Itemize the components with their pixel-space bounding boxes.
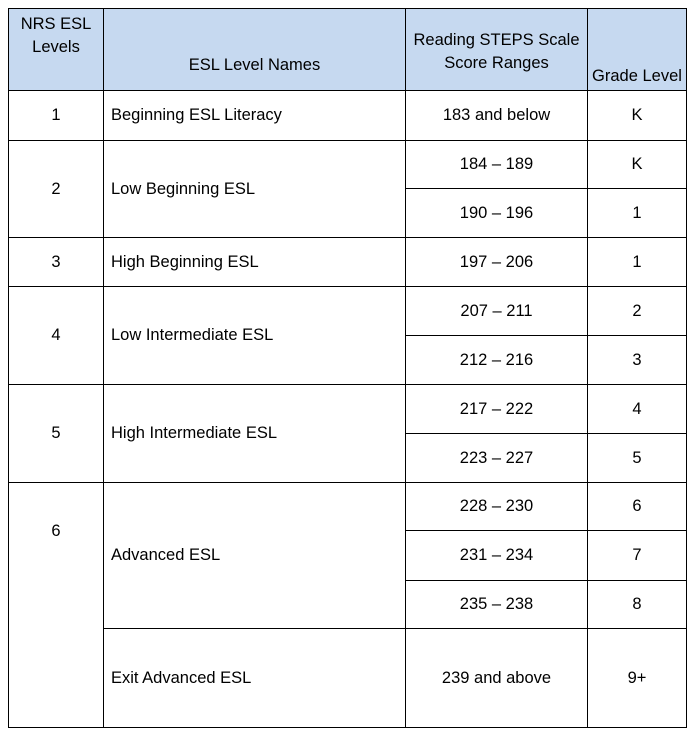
range-cell: 235 – 238	[406, 581, 588, 629]
range-cell: 207 – 211	[406, 287, 588, 336]
range-cell: 183 and below	[406, 91, 588, 141]
grade-cell: 6	[588, 483, 687, 531]
grade-cell: 2	[588, 287, 687, 336]
range-cell: 231 – 234	[406, 531, 588, 581]
header-ranges: Reading STEPS Scale Score Ranges	[406, 9, 588, 91]
table-row	[9, 483, 687, 531]
grade-cell: K	[588, 91, 687, 141]
name-cell: Advanced ESL	[104, 483, 406, 629]
table-row	[9, 141, 687, 189]
range-cell: 212 – 216	[406, 336, 588, 385]
table-row	[9, 238, 687, 287]
range-cell: 223 – 227	[406, 434, 588, 483]
table-row	[9, 287, 687, 336]
level-cell: 4	[9, 287, 104, 385]
grade-cell: 1	[588, 189, 687, 238]
range-cell: 184 – 189	[406, 141, 588, 189]
esl-levels-table	[8, 8, 687, 728]
level-cell: 2	[9, 141, 104, 238]
name-cell: Low Beginning ESL	[104, 141, 406, 238]
name-cell: Beginning ESL Literacy	[104, 91, 406, 141]
table-row	[9, 629, 687, 728]
name-cell: Low Intermediate ESL	[104, 287, 406, 385]
grade-cell: 5	[588, 434, 687, 483]
table-row	[9, 91, 687, 141]
level-cell: 1	[9, 91, 104, 141]
grade-cell: 1	[588, 238, 687, 287]
grade-cell: 7	[588, 531, 687, 581]
header-row	[9, 9, 687, 91]
level-cell: 5	[9, 385, 104, 483]
grade-cell: 9+	[588, 629, 687, 728]
header-levels: NRS ESL Levels	[9, 9, 104, 91]
range-cell: 190 – 196	[406, 189, 588, 238]
range-cell: 197 – 206	[406, 238, 588, 287]
range-cell: 239 and above	[406, 629, 588, 728]
table-row	[9, 385, 687, 434]
header-grade: Grade Level	[588, 9, 687, 91]
grade-cell: 8	[588, 581, 687, 629]
header-names: ESL Level Names	[104, 9, 406, 91]
name-cell: Exit Advanced ESL	[104, 629, 406, 728]
grade-cell: K	[588, 141, 687, 189]
name-cell: High Beginning ESL	[104, 238, 406, 287]
level-cell: 3	[9, 238, 104, 287]
grade-cell: 3	[588, 336, 687, 385]
grade-cell: 4	[588, 385, 687, 434]
range-cell: 217 – 222	[406, 385, 588, 434]
name-cell: High Intermediate ESL	[104, 385, 406, 483]
level-cell: 6	[9, 483, 104, 728]
range-cell: 228 – 230	[406, 483, 588, 531]
